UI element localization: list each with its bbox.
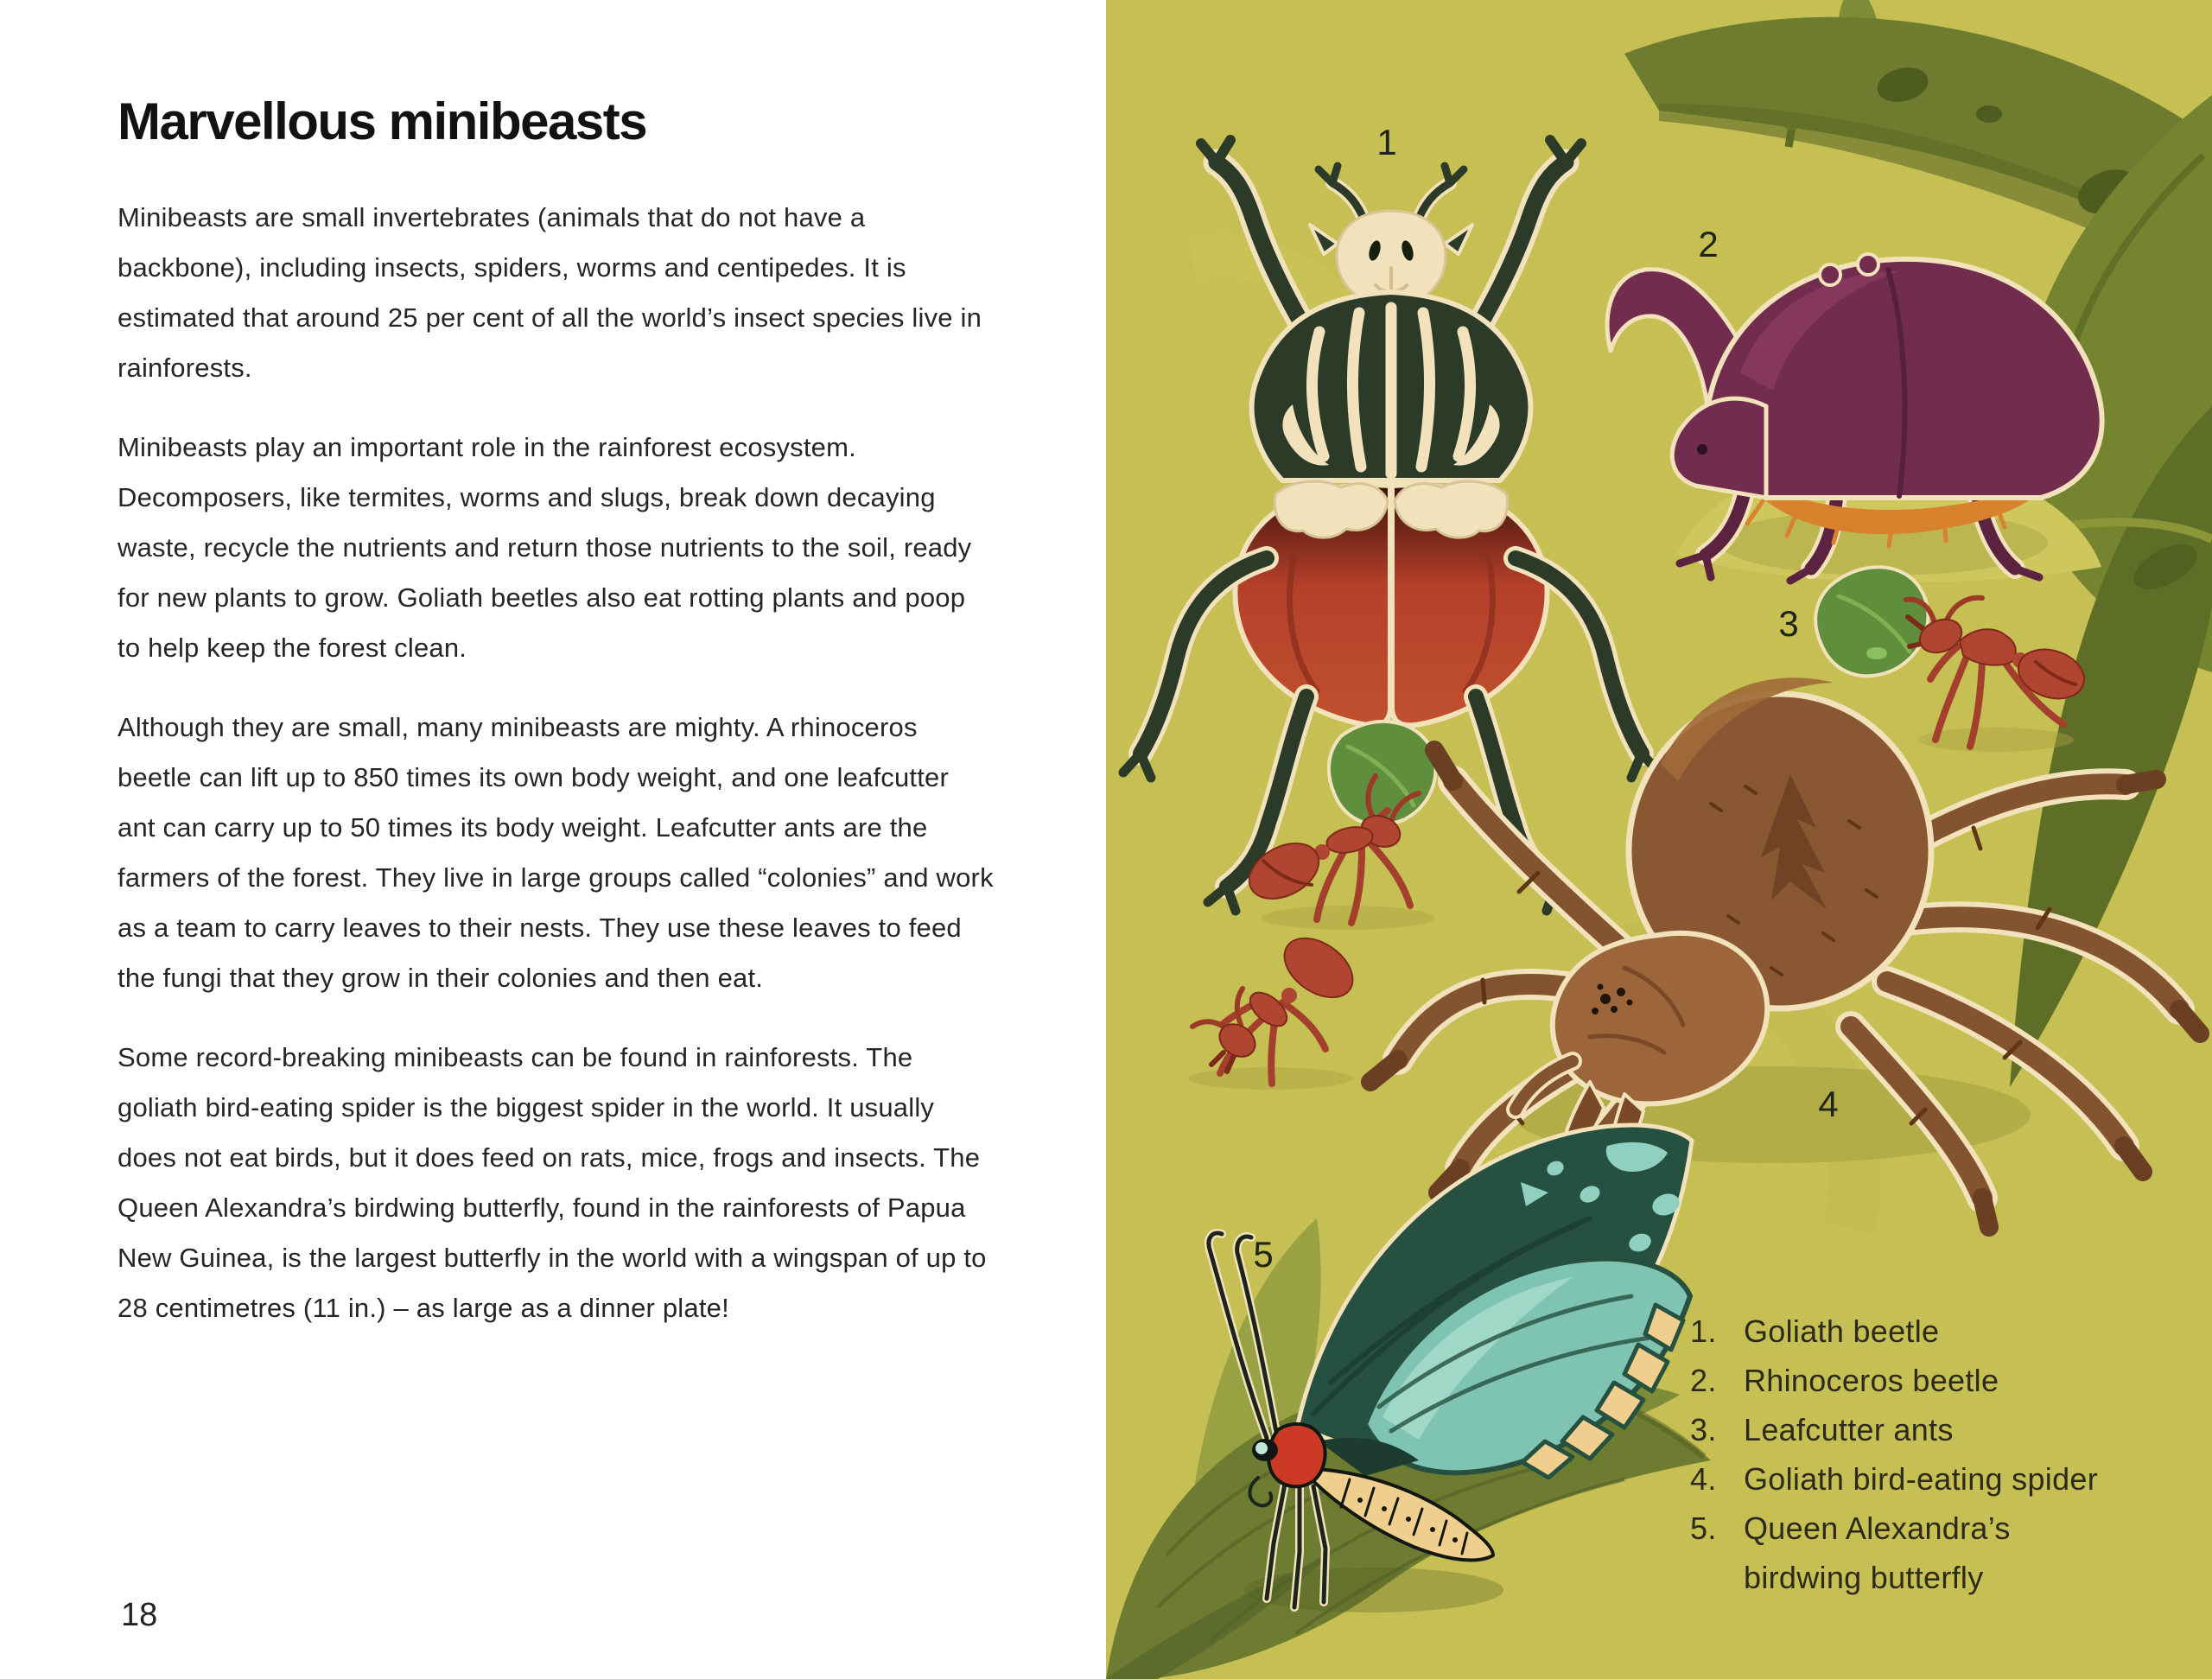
illustration-page: [1106, 0, 2212, 1679]
legend-item-goliath-beetle: [1690, 1307, 2098, 1356]
legend-label: Rhinoceros beetle: [1744, 1363, 1999, 1398]
paragraph-intro: Minibeasts are small invertebrates (animals that do not have a backbone), including insects, spiders, worms and centipedes. It is estimated that around 25 per cent of all the world’s insect species live in rainforests.: [118, 202, 982, 383]
legend-item-rhinoceros-beetle: [1690, 1356, 2098, 1405]
paragraph-ecosystem: Minibeasts play an important role in the rainforest ecosystem. Decomposers, like termites, worms and slugs, break down decaying waste, recycle the nutrients and return those nutrients to the soil, ready for new plants to grow. Goliath beetles also eat rotting plants and poop to help keep the forest clean.: [118, 432, 972, 663]
marker-goliath-beetle: 1: [1376, 122, 1397, 162]
marker-leafcutter-ants: 3: [1778, 603, 1799, 644]
legend-number: 5.: [1690, 1510, 1717, 1546]
marker-rhinoceros-beetle: 2: [1698, 224, 1719, 264]
marker-birdwing-butterfly: 5: [1253, 1234, 1274, 1275]
legend-number: 2.: [1690, 1363, 1717, 1398]
legend-label: Goliath beetle: [1744, 1313, 1940, 1349]
legend-item-birdwing-butterfly: [1690, 1504, 2098, 1602]
paragraph-mighty: Although they are small, many minibeasts are mighty. A rhinoceros beetle can lift up to 850 times its own body weight, and one leafcutter ant can carry up to 50 times its body weight. Leafcutter ants are the farmers of the forest. They live in large groups called “colonies” and work as a team to carry leaves to their nests. They use these leaves to feed the fungi that they grow in their colonies and then eat.: [118, 712, 994, 993]
legend-item-goliath-bird-eating-spider: [1690, 1454, 2098, 1504]
legend-item-leafcutter-ants: [1690, 1405, 2098, 1454]
illustration-legend: [1690, 1307, 2098, 1602]
marker-goliath-bird-eating-spider: 4: [1818, 1084, 1839, 1124]
legend-label: Leafcutter ants: [1744, 1412, 1954, 1447]
legend-label: Goliath bird-eating spider: [1744, 1461, 2099, 1497]
page-number: 18: [121, 1597, 158, 1633]
legend-label: Queen Alexandra’s birdwing butterfly: [1744, 1510, 2011, 1595]
legend-number: 4.: [1690, 1461, 1717, 1497]
paragraph-records: Some record-breaking minibeasts can be found in rainforests. The goliath bird-eating spider is the biggest spider in the world. It usually does not eat birds, but it does feed on rats, mice, frogs and insects. The Queen Alexandra’s birdwing butterfly, found in the rainforests of Papua New Guinea, is the largest butterfly in the world with a wingspan of up to 28 centimetres (11 in.) – as large as a dinner plate!: [118, 1042, 987, 1323]
page-title: Marvellous minibeasts: [118, 92, 647, 150]
legend-number: 1.: [1690, 1313, 1717, 1349]
legend-number: 3.: [1690, 1412, 1717, 1447]
